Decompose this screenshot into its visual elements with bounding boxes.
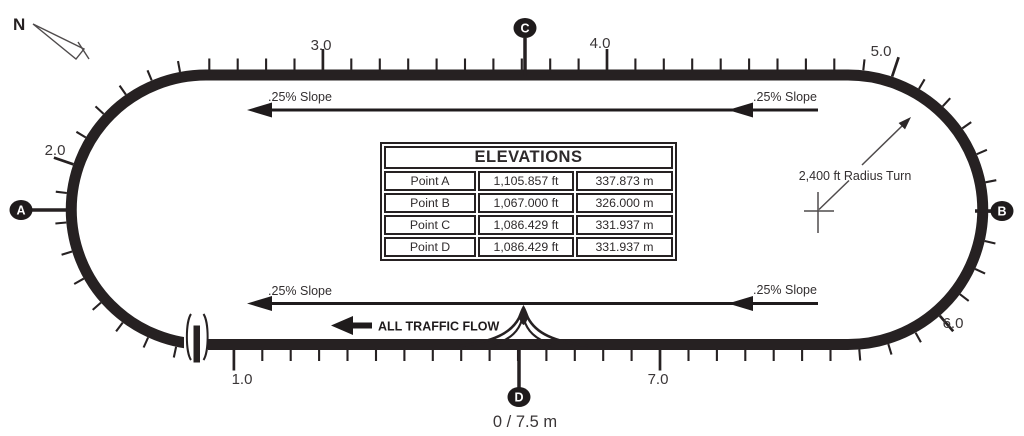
start-finish-label: 0 / 7.5 m [492, 413, 558, 431]
point-d-meters: 331.937 m [576, 237, 673, 257]
point-b-name: Point B [384, 193, 476, 213]
tenth-mile-tick [55, 223, 66, 224]
traffic-flow [331, 316, 499, 335]
marker-a-label: A [16, 203, 26, 218]
slope-arrowhead-top-mid [728, 103, 753, 118]
mile-label-7: 7.0 [647, 371, 669, 388]
point-b-feet: 1,067.000 ft [478, 193, 574, 213]
slope-arrowhead-bottom-left [247, 296, 272, 311]
tenth-mile-tick [863, 59, 864, 70]
mile-label-5: 5.0 [870, 43, 892, 60]
tenth-mile-tick [56, 192, 67, 193]
north-arrow-crossbar [78, 42, 89, 59]
tenth-mile-tick [986, 180, 997, 182]
point-b-meters: 326.000 m [576, 193, 673, 213]
tenth-mile-tick [960, 294, 969, 301]
mile-label-3: 3.0 [310, 37, 332, 54]
radius-turn-label: 2,400 ft Radius Turn [798, 169, 912, 183]
tenth-mile-tick [962, 122, 971, 128]
point-marker-c [514, 18, 537, 76]
radius-turn-annotation [799, 117, 912, 233]
point-c-name: Point C [384, 215, 476, 235]
tenth-mile-tick [985, 241, 996, 244]
tenth-mile-tick [888, 344, 891, 355]
tenth-mile-tick [96, 106, 104, 114]
elevation-row-a [384, 171, 673, 191]
slope-arrows-top [247, 90, 818, 118]
tenth-mile-tick [120, 86, 126, 95]
tenth-mile-tick [76, 132, 85, 138]
point-d-feet: 1,086.429 ft [478, 237, 574, 257]
slope-label-top-right: .25% Slope [753, 90, 817, 104]
tenth-mile-tick [975, 269, 985, 274]
elevation-row-b [384, 193, 673, 213]
tenth-mile-tick [74, 279, 84, 284]
tenth-mile-tick [148, 70, 152, 80]
tenth-mile-tick [144, 338, 149, 348]
tenth-mile-tick [919, 79, 925, 89]
elevations-table [380, 142, 677, 261]
slope-label-top-left: .25% Slope [268, 90, 332, 104]
radius-leader-lower [819, 181, 849, 210]
point-a-name: Point A [384, 171, 476, 191]
point-c-feet: 1,086.429 ft [478, 215, 574, 235]
slope-label-bottom-left: .25% Slope [268, 284, 332, 298]
tenth-mile-tick [178, 61, 180, 72]
tenth-mile-tick [916, 333, 921, 343]
mile-label-1: 1.0 [231, 371, 253, 388]
tenth-mile-tick [62, 252, 73, 255]
point-marker-d [508, 350, 531, 407]
tenth-mile-tick [93, 303, 101, 310]
traffic-flow-arrowhead [331, 316, 353, 335]
slope-arrowhead-top-left [247, 103, 272, 118]
slope-arrowhead-bottom-mid [728, 296, 753, 311]
marker-d-label: D [514, 390, 524, 405]
elevations-title: ELEVATIONS [384, 146, 673, 169]
mile-label-6: 6.0 [942, 315, 964, 332]
point-a-meters: 337.873 m [576, 171, 673, 191]
point-d-name: Point D [384, 237, 476, 257]
tenth-mile-tick [116, 323, 123, 332]
elevations-header-row [384, 146, 673, 169]
point-marker-a [10, 200, 70, 220]
point-a-feet: 1,105.857 ft [478, 171, 574, 191]
mile-tick [892, 57, 899, 76]
marker-c-label: C [520, 21, 530, 36]
slope-arrows-bottom [247, 283, 818, 311]
slope-label-bottom-right: .25% Slope [753, 283, 817, 297]
mile-label-4: 4.0 [589, 35, 611, 52]
mile-label-2: 2.0 [44, 142, 66, 159]
traffic-flow-label: ALL TRAFFIC FLOW [378, 319, 500, 334]
radius-leader-upper [862, 126, 902, 165]
north-arrow-needle [33, 24, 84, 59]
tenth-mile-tick [859, 350, 860, 361]
elevation-row-c [384, 215, 673, 235]
north-arrow [13, 15, 89, 59]
elevation-row-d [384, 237, 673, 257]
tenth-mile-tick [977, 150, 987, 154]
point-c-meters: 331.937 m [576, 215, 673, 235]
marker-b-label: B [997, 204, 1007, 219]
north-label: N [13, 15, 26, 34]
tenth-mile-tick [943, 98, 951, 106]
break-bar [194, 326, 201, 363]
tenth-mile-tick [174, 347, 176, 358]
